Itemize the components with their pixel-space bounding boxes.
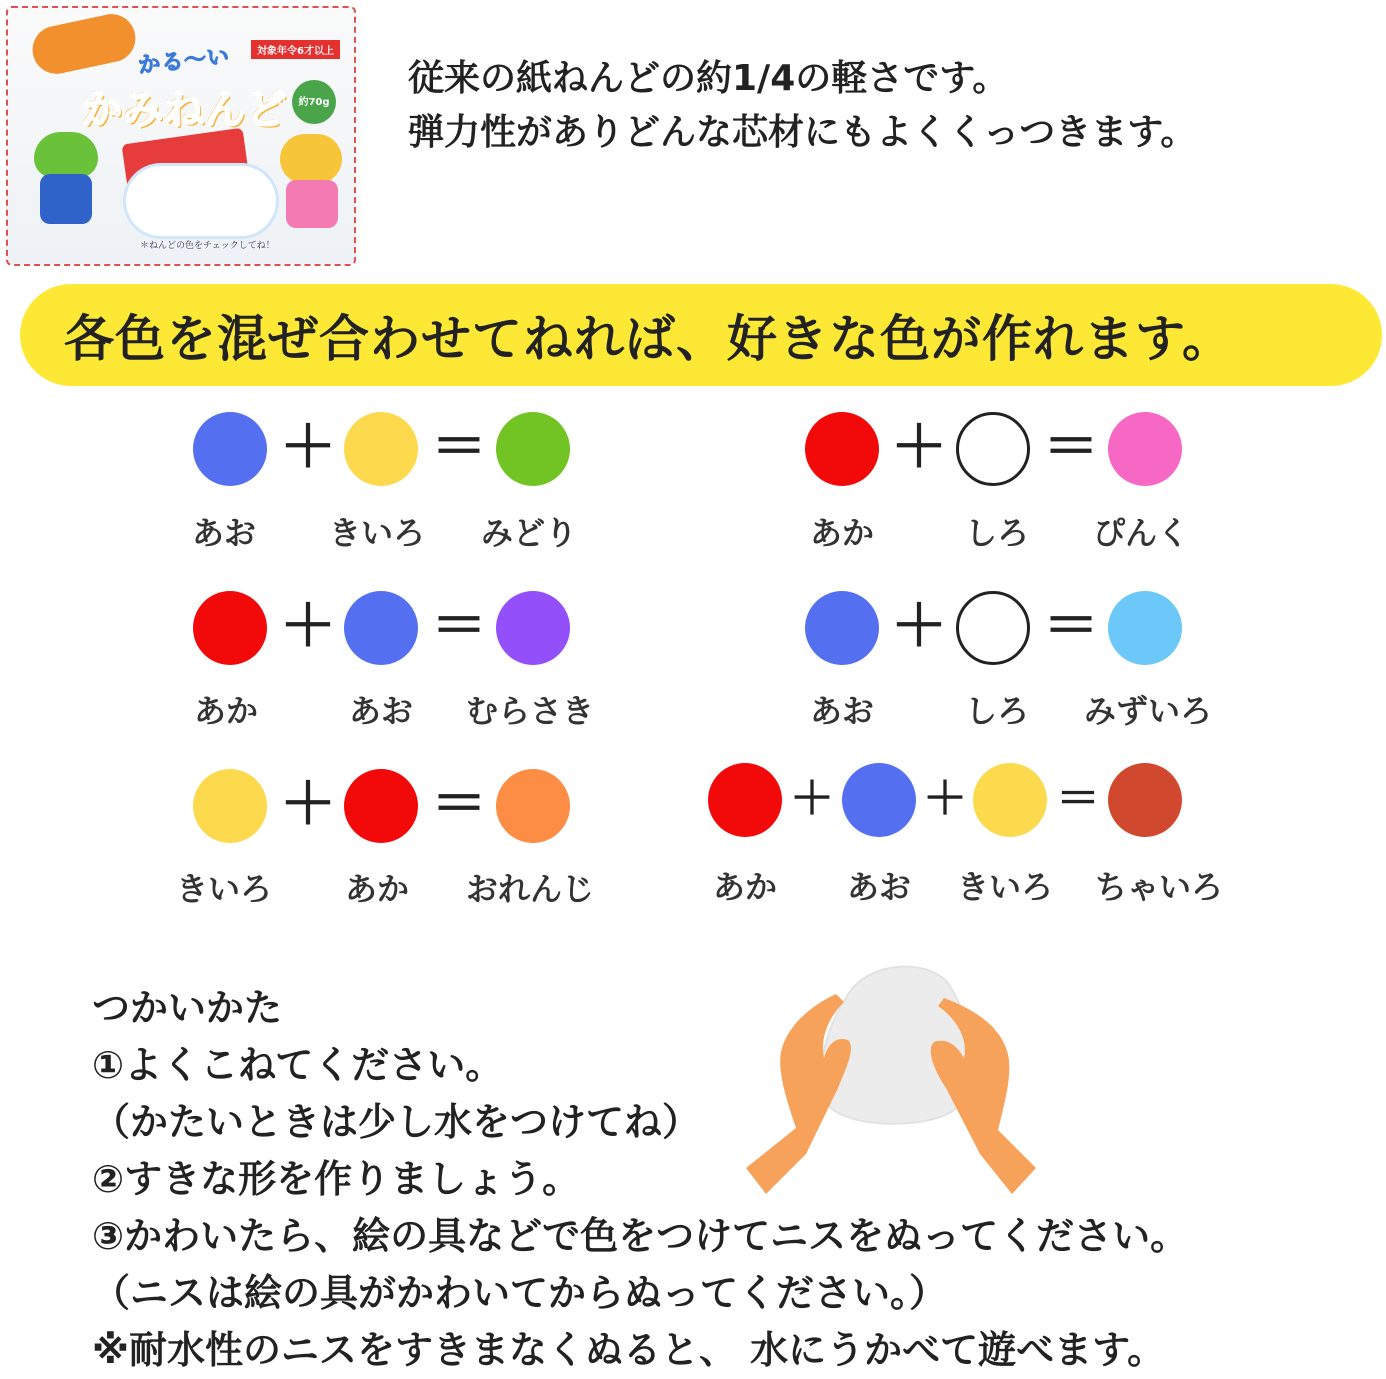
plus-sign: ＋ [280,594,336,660]
color-label: ぴんく [1092,514,1190,552]
equals-sign: ＝ [431,415,487,481]
equals-sign: ＝ [431,772,487,838]
package-speech-bubble [28,10,140,79]
input-color-circle [973,763,1047,837]
cat-character-icon [280,134,342,184]
input-color-circle [956,412,1030,486]
frog-character-icon [34,132,98,178]
intro-line-2: 弾力性がありどんな芯材にもよくくっつきます。 [408,112,1197,153]
color-label: しろ [964,514,1030,552]
howto-step-3-note: （ニスは絵の具がかわいてからぬってください。） [92,1271,948,1315]
package-weight-badge: 約70g [292,80,336,124]
equals-sign: ＝ [1043,594,1099,660]
plus-sign: ＋ [280,772,336,838]
input-color-circle [344,591,418,665]
cat-body-icon [286,180,338,228]
input-color-circle [956,591,1030,665]
input-color-circle [193,412,267,486]
result-color-circle [496,769,570,843]
input-color-circle [193,769,267,843]
package-logo: かみねんど [82,87,287,133]
result-color-circle [1108,412,1182,486]
color-label: むらさき [465,692,595,730]
plus-sign: ＋ [891,415,947,481]
color-label: あお [191,514,257,552]
color-label: あお [348,692,414,730]
color-label: あか [712,868,778,906]
input-color-circle [805,591,879,665]
color-label: きいろ [956,868,1054,906]
color-label: きいろ [175,870,273,908]
frog-body-icon [40,174,92,224]
result-color-circle [496,412,570,486]
result-color-circle [496,591,570,665]
color-label: きいろ [328,514,426,552]
howto-step-1: ①よくこねてください。 [92,1043,504,1087]
color-label: あお [846,868,912,906]
plus-sign: ＋ [790,772,834,824]
input-color-circle [708,763,782,837]
color-label: みどり [480,514,578,552]
plus-sign: ＋ [891,594,947,660]
input-color-circle [344,412,418,486]
equals-sign: ＝ [1043,415,1099,481]
banner-text: 各色を混ぜ合わせてねれば、好きな色が作れます。 [64,310,1233,368]
result-color-circle [1108,763,1182,837]
color-label: ちゃいろ [1094,868,1224,906]
howto-step-1-note: （かたいときは少し水をつけてね） [92,1100,701,1144]
color-label: あか [809,514,875,552]
package-footer-note: ＊ねんどの色をチェックしてね！ [140,241,275,251]
plus-sign: ＋ [923,772,967,824]
howto-step-3: ③かわいたら、絵の具などで色をつけてニスをぬってください。 [92,1214,1189,1258]
mixing-banner [20,284,1382,386]
equals-sign: ＝ [431,594,487,660]
hands-kneading-icon [736,958,1046,1202]
input-color-circle [344,769,418,843]
input-color-circle [805,412,879,486]
howto-heading: つかいかた [92,986,283,1030]
input-color-circle [193,591,267,665]
package-age-badge: 対象年令6才以上 [251,40,340,59]
equals-sign: ＝ [1056,772,1100,824]
color-label: あお [809,692,875,730]
package-clay-cloud [126,166,276,236]
color-label: あか [193,692,259,730]
intro-text [408,52,1196,160]
howto-caution: ※耐水性のニスをすきまなくぬると、 水にうかべて遊べます。 [92,1328,1166,1372]
color-label: あか [344,870,410,908]
intro-line-1: 従来の紙ねんどの約1/4の軽さです。 [408,58,1009,99]
color-label: しろ [964,692,1030,730]
result-color-circle [1108,591,1182,665]
package-subtitle: かる〜い [137,44,232,79]
howto-step-2: ②すきな形を作りましょう。 [92,1157,581,1201]
color-label: みずいろ [1083,692,1213,730]
product-package-image [6,6,356,266]
input-color-circle [842,763,916,837]
plus-sign: ＋ [280,415,336,481]
color-label: おれんじ [465,870,595,908]
